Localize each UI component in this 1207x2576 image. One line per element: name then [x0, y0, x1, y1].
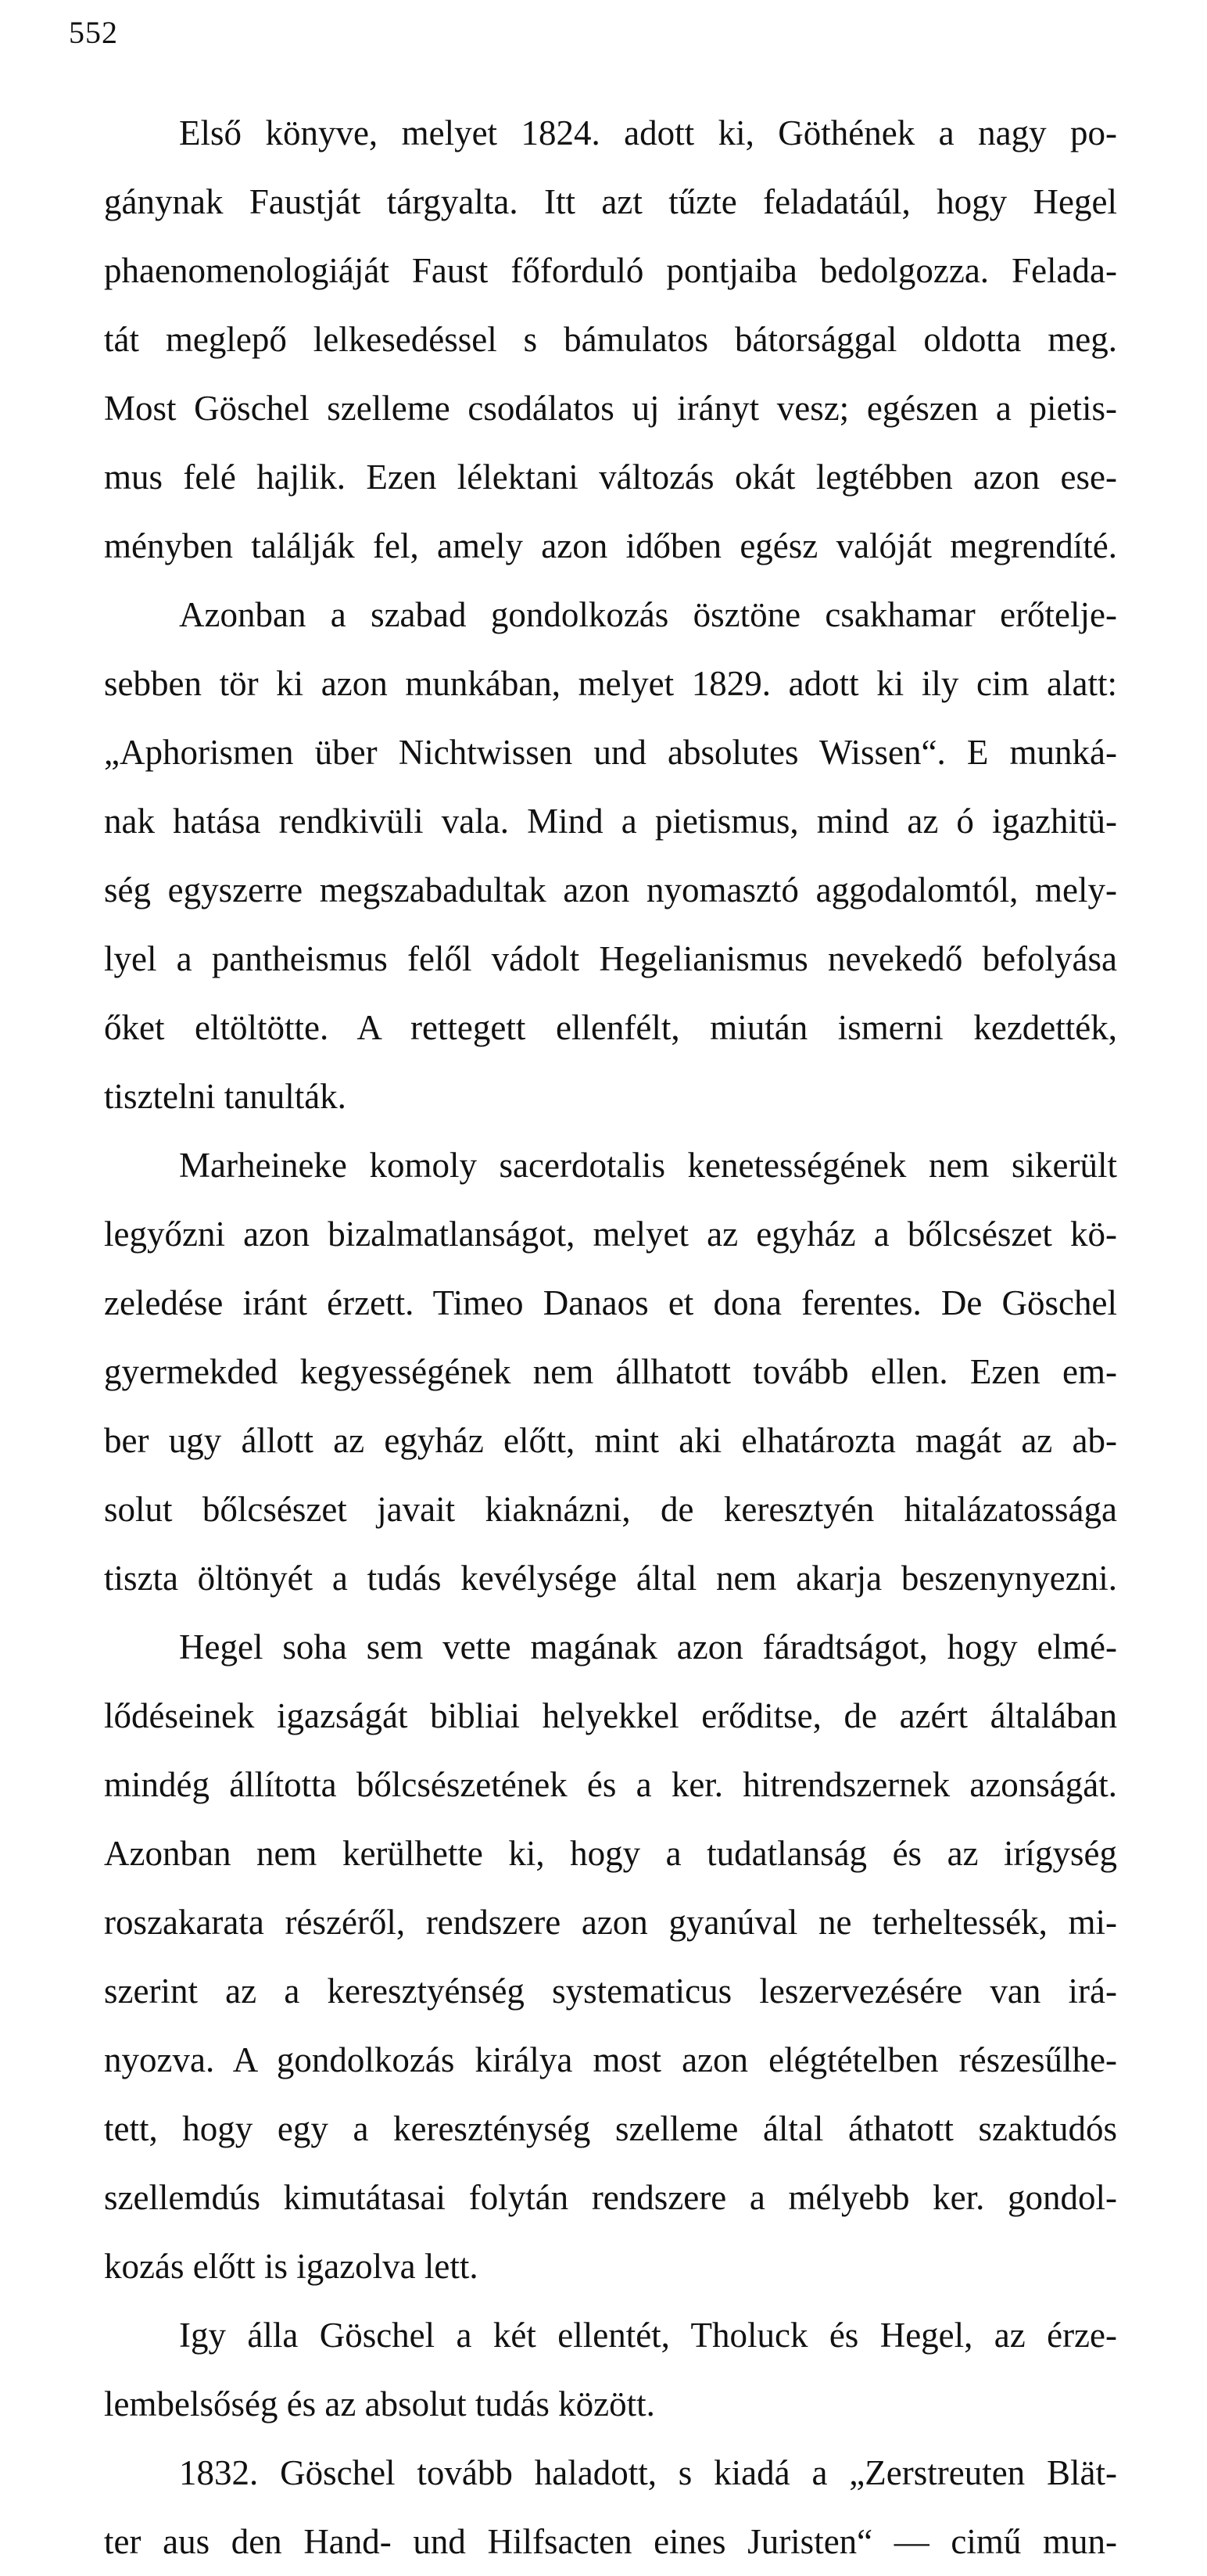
text-line: mindég állította bőlcsészetének és a ker. hitrendszernek azonságát.: [104, 1765, 1117, 1804]
text-line: „Aphorismen über Nichtwissen und absolutes Wissen“. E munká-: [104, 733, 1117, 772]
text-line: őket eltöltötte. A rettegett ellenfélt, miután ismerni kezdették,: [104, 1008, 1117, 1047]
text-line: roszakarata részéről, rendszere azon gyanúval ne terheltessék, mi-: [104, 1903, 1117, 1942]
text-line: nyozva. A gondolkozás királya most azon elégtételben részesűlhe-: [104, 2040, 1117, 2079]
text-line: legyőzni azon bizalmatlanságot, melyet az egyház a bőlcsészet kö-: [104, 1214, 1117, 1254]
text-line: zeledése iránt érzett. Timeo Danaos et dona ferentes. De Göschel: [104, 1283, 1117, 1322]
text-line: ber ugy állott az egyház előtt, mint aki elhatározta magát az ab-: [104, 1421, 1117, 1460]
text-line: sebben tör ki azon munkában, melyet 1829. adott ki ily cim alatt:: [104, 664, 1117, 703]
text-line: tiszta öltönyét a tudás kevélysége által nem akarja beszenynyezni.: [104, 1559, 1117, 1598]
text-line: Marheineke komoly sacerdotalis kenetességének nem sikerült: [179, 1146, 1117, 1185]
text-line: Igy álla Göschel a két ellentét, Tholuck és Hegel, az érze-: [179, 2316, 1117, 2355]
text-line: solut bőlcsészet javait kiaknázni, de keresztyén hitalázatossága: [104, 1490, 1117, 1529]
text-line: kozás előtt is igazolva lett.: [104, 2247, 478, 2286]
body-text: [104, 99, 1117, 2576]
text-line: Hegel soha sem vette magának azon fáradtságot, hogy elmé-: [179, 1627, 1117, 1667]
text-line: 1832. Göschel tovább haladott, s kiadá a „Zerstreuten Blät-: [179, 2453, 1117, 2492]
text-line: Azonban a szabad gondolkozás ösztöne csakhamar erőtelje-: [179, 595, 1117, 634]
text-line: gánynak Faustját tárgyalta. Itt azt tűzte feladatáúl, hogy Hegel: [104, 182, 1117, 221]
text-line: szerint az a keresztyénség systematicus leszervezésére van irá-: [104, 1971, 1117, 2011]
text-line: tisztelni tanulták.: [104, 1077, 346, 1116]
text-line: szellemdús kimutátasai folytán rendszere a mélyebb ker. gondol-: [104, 2178, 1117, 2217]
text-line: ter aus den Hand- und Hilfsacten eines Juristen“ — cimű mun-: [104, 2522, 1117, 2561]
text-line: lembelsőség és az absolut tudás között.: [104, 2384, 655, 2424]
text-line: nak hatása rendkivüli vala. Mind a pietismus, mind az ó igazhitü-: [104, 802, 1117, 841]
page-number: 552: [69, 15, 118, 50]
text-line: tát meglepő lelkesedéssel s bámulatos bátorsággal oldotta meg.: [104, 320, 1117, 359]
text-line: phaenomenologiáját Faust főforduló pontjaiba bedolgozza. Felada-: [104, 251, 1117, 290]
text-line: gyermekded kegyességének nem állhatott tovább ellen. Ezen em-: [104, 1352, 1117, 1391]
text-line: Most Göschel szelleme csodálatos uj irányt vesz; egészen a pietis-: [104, 389, 1117, 428]
text-line: tett, hogy egy a kereszténység szelleme által áthatott szaktudós: [104, 2109, 1117, 2148]
text-line: Azonban nem kerülhette ki, hogy a tudatlanság és az irígység: [104, 1834, 1117, 1873]
text-line: ményben találják fel, amely azon időben egész valóját megrendíté.: [104, 526, 1117, 565]
text-line: mus felé hajlik. Ezen lélektani változás okát legtébben azon ese-: [104, 457, 1117, 497]
text-line: lyel a pantheismus felől vádolt Hegelianismus nevekedő befolyása: [104, 939, 1117, 978]
text-line: Első könyve, melyet 1824. adott ki, Göthének a nagy po-: [179, 113, 1117, 152]
text-line: ség egyszerre megszabadultak azon nyomasztó aggodalomtól, mely-: [104, 870, 1117, 909]
text-line: lődéseinek igazságát bibliai helyekkel erőditse, de azért általában: [104, 1696, 1117, 1735]
